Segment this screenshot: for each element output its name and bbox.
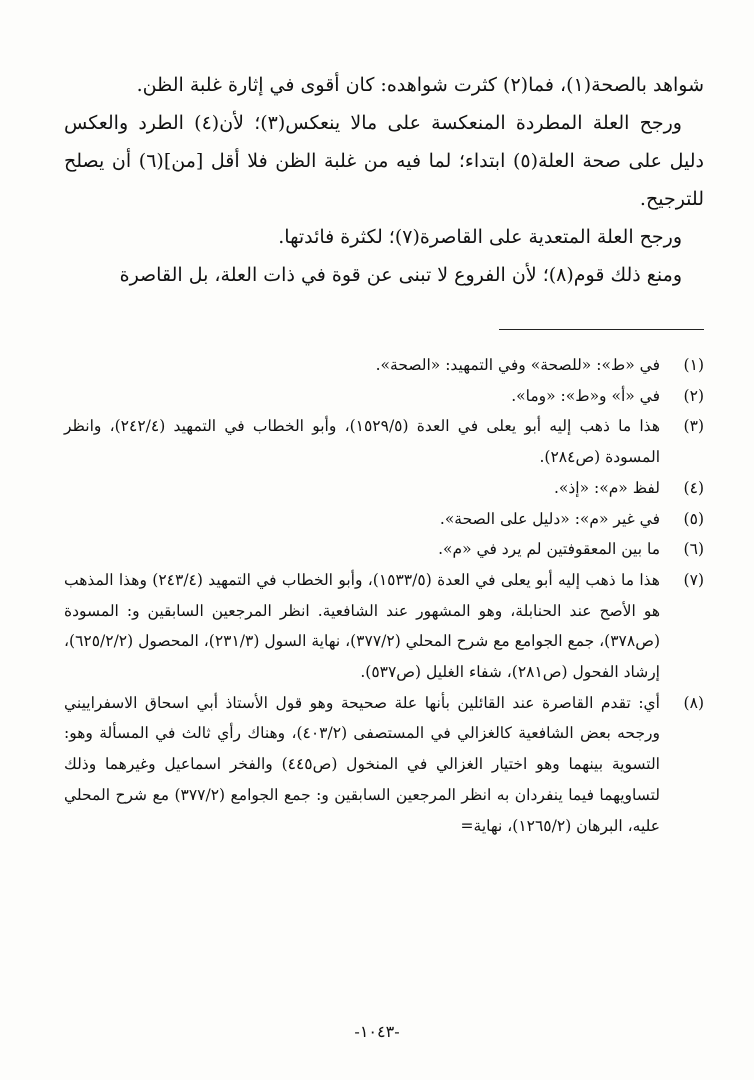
footnote-6	[64, 534, 704, 565]
footnotes	[64, 350, 704, 841]
footnote-5	[64, 504, 704, 535]
footnote-1	[64, 350, 704, 381]
footnote-text: أي: تقدم القاصرة عند القائلين بأنها علة صحيحة وهو قول الأستاذ أبي اسحاق الاسفراييني ورجحه بعض الشافعية كالغزالي في المستصفى (٤٠٣/٢)، وهناك رأي ثالث في المسألة وهو: التسوية بينهما وهو اختيار الغزالي في المنخول (ص٤٤٥) والفخر اسماعيل وغيرهما وذلك لتساويهما فيما ينفردان به انظر المرجعين السابقين و: جمع الجوامع (٣٧٧/٢) مع شرح المحلي عليه، البرهان (١٢٦٥/٢)، نهاية=	[64, 693, 660, 835]
footnote-text: في «ط»: «للصحة» وفي التمهيد: «الصحة».	[375, 356, 660, 374]
paragraph-3: ورجح العلة المتعدية على القاصرة(٧)؛ لكثرة فائدتها.	[278, 226, 682, 248]
footnote-text: في غير «م»: «دليل على الصحة».	[439, 509, 660, 528]
footnote-number: (٣)	[683, 417, 704, 436]
footnote-number: (٦)	[683, 540, 704, 559]
paragraph-2: ورجح العلة المطردة المنعكسة على مالا ينعكس(٣)؛ لأن(٤) الطرد والعكس دليل على صحة العلة(٥) ابتداء؛ لما فيه من غلبة الظن فلا أقل [من](٦) أن يصلح للترجيح.	[64, 112, 705, 210]
footnote-text: ما بين المعقوفتين لم يرد في «م».	[438, 540, 660, 559]
paragraph-1: شواهد بالصحة(١)، فما(٢) كثرت شواهده: كان أقوى في إثارة غلبة الظن.	[136, 74, 704, 96]
footnote-text: لفظ «م»: «إذ».	[553, 478, 660, 497]
footnote-text: هذا ما ذهب إليه أبو يعلى في العدة (١٥٣٣/٥)، وأبو الخطاب في التمهيد (٢٤٣/٤) وهذا المذهب هو الأصح عند الحنابلة، وهو المشهور عند الشافعية. انظر المرجعين السابقين و: المسودة (ص٣٧٨)، جمع الجوامع مع شرح المحلي (٣٧٧/٢)، نهاية السول (٢٣١/٣)، المحصول (٦٢٥/٢/٢)، إرشاد الفحول (ص٢٨١)، شفاء الغليل (ص٥٣٧).	[64, 570, 660, 682]
footnote-8	[64, 688, 704, 842]
footnote-number: (٥)	[683, 509, 704, 528]
footnote-number: (٤)	[683, 478, 704, 497]
footnote-2	[64, 381, 704, 412]
page-number: -١٠٤٣-	[354, 1022, 400, 1041]
footnote-number: (٧)	[683, 570, 704, 589]
footnote-separator	[499, 329, 704, 330]
footnote-number: (١)	[683, 356, 704, 374]
footnote-text: هذا ما ذهب إليه أبو يعلى في العدة (١٥٢٩/٥)، وأبو الخطاب في التمهيد (٢٤٢/٤)، وانظر المسودة (ص٢٨٤).	[64, 417, 660, 467]
footnote-number: (٢)	[683, 386, 704, 405]
footnote-text: في «أ» و«ط»: «وما».	[511, 386, 660, 405]
paragraph-4: ومنع ذلك قوم(٨)؛ لأن الفروع لا تبنى عن قوة في ذات العلة، بل القاصرة	[119, 264, 682, 286]
footnote-7	[64, 565, 704, 688]
main-text	[64, 66, 704, 294]
footnote-4	[64, 473, 704, 504]
footnote-3	[64, 411, 704, 472]
footnote-number: (٨)	[683, 693, 704, 712]
